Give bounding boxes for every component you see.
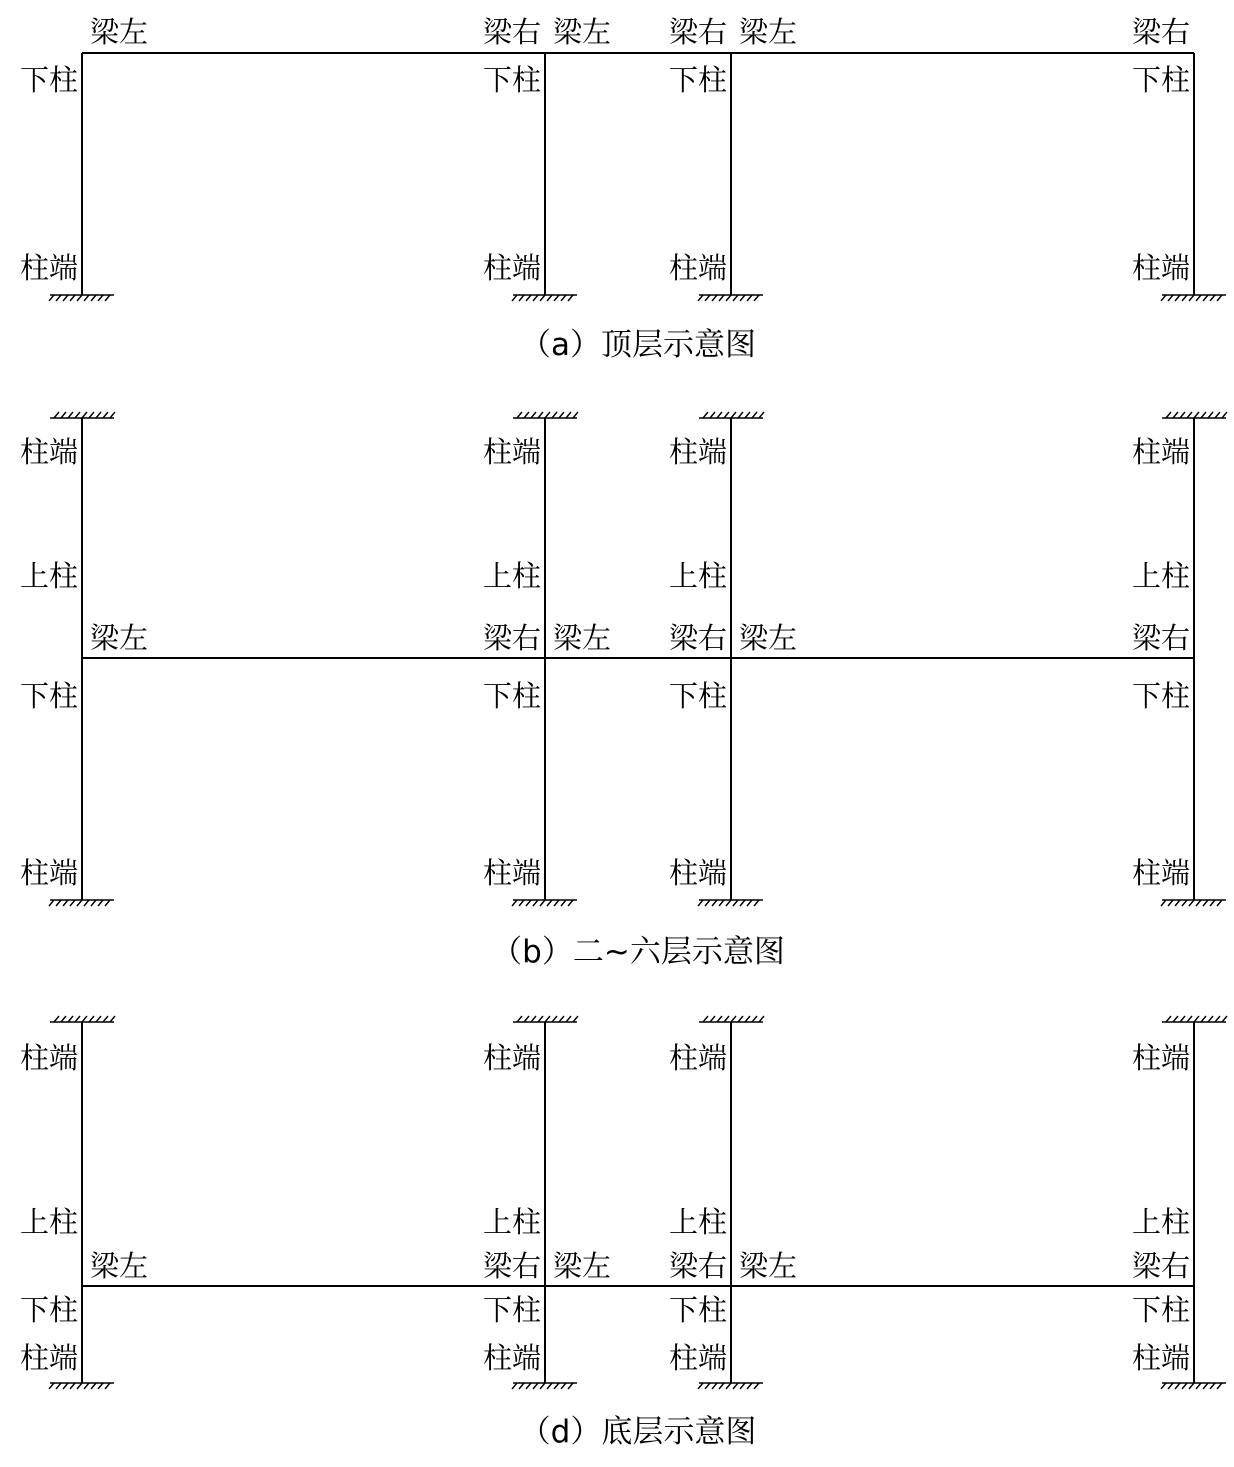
label-column-end: 柱端: [19, 1341, 78, 1375]
fixed-support-bottom: [698, 1383, 763, 1389]
label-upper-column: 上柱: [668, 1205, 727, 1239]
label-lower-column: 下柱: [19, 679, 78, 713]
label-column-end-top: 柱端: [668, 435, 727, 469]
label-beam-left: 梁左: [553, 1249, 612, 1283]
label-beam-right: 梁右: [1131, 621, 1190, 655]
label-column-end: 柱端: [668, 251, 727, 285]
label-lower-column: 下柱: [482, 679, 541, 713]
label-lower-column: 下柱: [1131, 679, 1190, 713]
label-lower-column: 下柱: [19, 63, 78, 97]
frame-labels: [20, 15, 1190, 1450]
label-lower-column: 下柱: [668, 1293, 727, 1327]
label-column-end: 柱端: [482, 251, 541, 285]
label-column-end: 柱端: [668, 1341, 727, 1375]
label-beam-left: 梁左: [739, 621, 798, 655]
fixed-support-bottom: [512, 295, 577, 301]
fixed-support-bottom: [512, 1383, 577, 1389]
label-column-end-top: 柱端: [1131, 1041, 1190, 1075]
label-upper-column: 上柱: [482, 559, 541, 593]
label-column-end: 柱端: [482, 1341, 541, 1375]
label-upper-column: 上柱: [19, 559, 78, 593]
label-column-end: 柱端: [482, 856, 541, 890]
label-beam-left: 梁左: [90, 15, 149, 49]
label-column-end-top: 柱端: [668, 1041, 727, 1075]
fixed-support-bottom: [49, 900, 114, 906]
label-upper-column: 上柱: [482, 1205, 541, 1239]
label-beam-right: 梁右: [668, 1249, 727, 1283]
fixed-support-top: [513, 1016, 578, 1022]
label-upper-column: 上柱: [1131, 1205, 1190, 1239]
label-beam-right: 梁右: [668, 621, 727, 655]
fixed-support-bottom: [1161, 295, 1226, 301]
fixed-support-top: [699, 412, 764, 418]
label-column-end-top: 柱端: [19, 435, 78, 469]
fixed-support-bottom: [1161, 1383, 1226, 1389]
label-column-end: 柱端: [19, 251, 78, 285]
label-column-end-top: 柱端: [482, 1041, 541, 1075]
label-upper-column: 上柱: [1131, 559, 1190, 593]
panel-caption: （a）顶层示意图: [520, 327, 756, 363]
label-beam-right: 梁右: [482, 1249, 541, 1283]
label-lower-column: 下柱: [668, 679, 727, 713]
fixed-support-bottom: [698, 900, 763, 906]
fixed-support-bottom: [512, 900, 577, 906]
fixed-support-top: [1162, 412, 1227, 418]
frame-structure: [49, 53, 1227, 1389]
label-beam-left: 梁左: [90, 621, 149, 655]
label-lower-column: 下柱: [482, 1293, 541, 1327]
panel-caption: （d）底层示意图: [519, 1414, 757, 1450]
fixed-support-top: [1162, 1016, 1227, 1022]
label-beam-left: 梁左: [553, 15, 612, 49]
fixed-support-top: [699, 1016, 764, 1022]
fixed-support-top: [513, 412, 578, 418]
fixed-support-top: [50, 1016, 115, 1022]
label-column-end: 柱端: [1131, 1341, 1190, 1375]
label-beam-right: 梁右: [482, 621, 541, 655]
label-column-end-top: 柱端: [482, 435, 541, 469]
label-beam-left: 梁左: [739, 15, 798, 49]
label-lower-column: 下柱: [1131, 63, 1190, 97]
fixed-support-bottom: [49, 1383, 114, 1389]
fixed-support-top: [50, 412, 115, 418]
label-beam-right: 梁右: [1131, 15, 1190, 49]
label-lower-column: 下柱: [482, 63, 541, 97]
label-column-end: 柱端: [19, 856, 78, 890]
panel-caption: （b）二~六层示意图: [491, 934, 785, 970]
label-upper-column: 上柱: [668, 559, 727, 593]
label-column-end-top: 柱端: [19, 1041, 78, 1075]
label-column-end: 柱端: [1131, 251, 1190, 285]
label-lower-column: 下柱: [1131, 1293, 1190, 1327]
label-beam-right: 梁右: [482, 15, 541, 49]
label-beam-right: 梁右: [668, 15, 727, 49]
fixed-support-bottom: [49, 295, 114, 301]
label-beam-left: 梁左: [90, 1249, 149, 1283]
label-beam-right: 梁右: [1131, 1249, 1190, 1283]
label-column-end: 柱端: [668, 856, 727, 890]
label-column-end-top: 柱端: [1131, 435, 1190, 469]
label-upper-column: 上柱: [19, 1205, 78, 1239]
fixed-support-bottom: [698, 295, 763, 301]
label-beam-left: 梁左: [553, 621, 612, 655]
fixed-support-bottom: [1161, 900, 1226, 906]
label-beam-left: 梁左: [739, 1249, 798, 1283]
label-lower-column: 下柱: [668, 63, 727, 97]
label-column-end: 柱端: [1131, 856, 1190, 890]
label-lower-column: 下柱: [19, 1293, 78, 1327]
